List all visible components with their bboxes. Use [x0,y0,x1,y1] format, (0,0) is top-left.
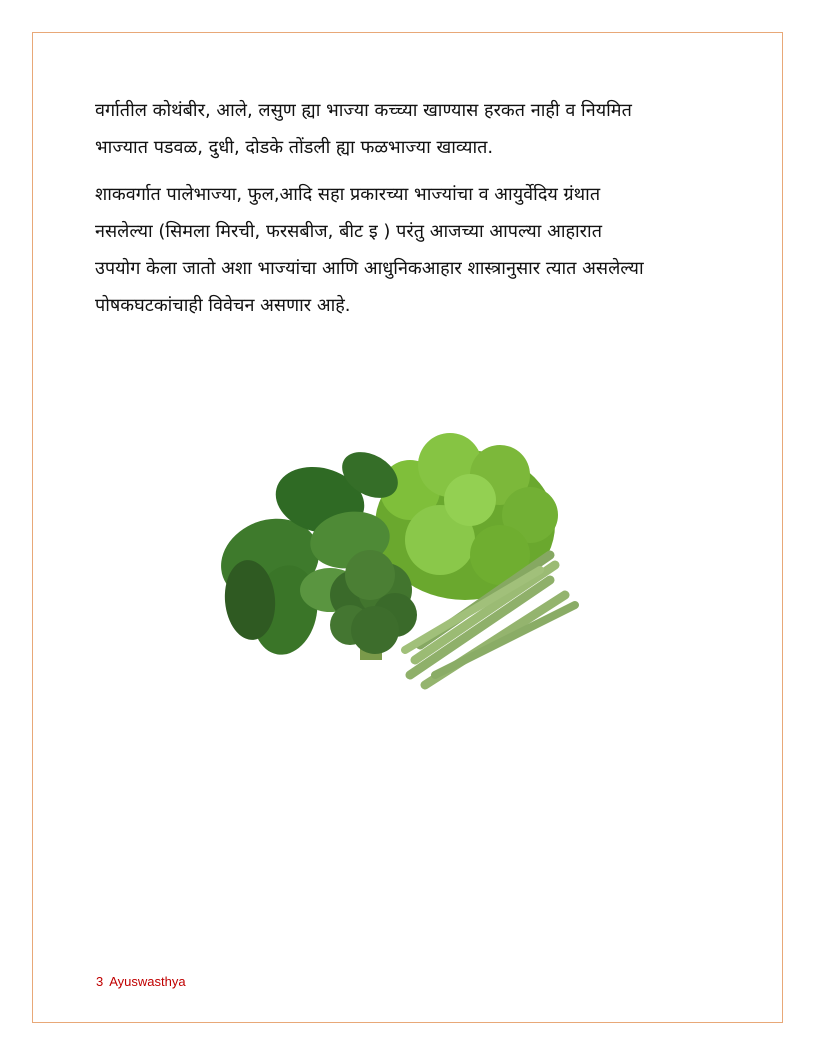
document-body [95,92,725,334]
paragraph-1 [95,92,725,166]
paragraph-1-line-1: वर्गातील कोथंबीर, आले, लसुण ह्या भाज्या कच्च्या खाण्यास हरकत नाही व नियमित [95,100,632,121]
paragraph-2 [95,176,725,324]
vegetables-image [210,430,600,700]
paragraph-2-line-1: शाकवर्गात पालेभाज्या, फुल,आदि सहा प्रकारच्या भाज्यांचा व आयुर्वेदिय ग्रंथात [95,184,601,205]
paragraph-1-line-2: भाज्यात पडवळ, दुधी, दोडके तोंडली ह्या फळभाज्या खाव्यात. [95,137,494,158]
page-footer [96,974,192,989]
page-number: 3 [96,974,104,989]
paragraph-2-line-4: पोषकघटकांचाही विवेचन असणार आहे. [95,295,351,316]
paragraph-2-line-3: उपयोग केला जातो अशा भाज्यांचा आणि आधुनिकआहार शास्त्रानुसार त्यात असलेल्या [95,258,644,279]
paragraph-2-line-2: नसलेल्या (सिमला मिरची, फरसबीज, बीट इ ) परंतु आजच्या आपल्या आहारात [95,221,602,242]
footer-title: Ayuswasthya [109,974,186,989]
